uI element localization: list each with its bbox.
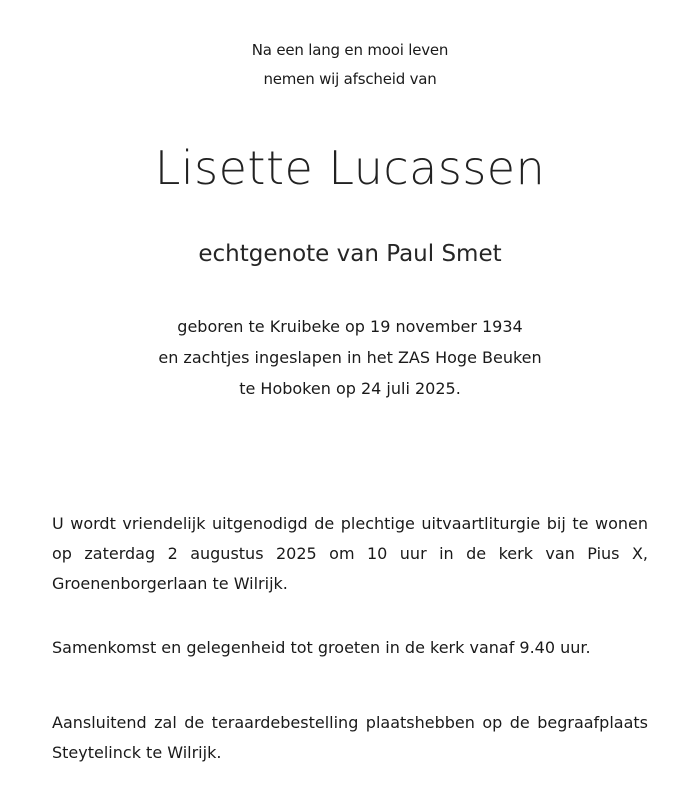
burial-paragraph: Aansluitend zal de teraardebestelling plaatshebben op de begraafplaats Steytelinck te Wilrijk. [52,713,648,762]
death-place-line: te Hoboken op 24 juli 2025. [239,379,461,398]
death-line: en zachtjes ingeslapen in het ZAS Hoge Beuken [158,348,542,367]
intro-line-1: Na een lang en mooi leven [251,41,449,59]
gathering-paragraph: Samenkomst en gelegenheid tot groeten in de kerk vanaf 9.40 uur. [52,638,591,657]
liturgy-paragraph: U wordt vriendelijk uitgenodigd de plechtige uitvaartliturgie bij te wonen op zaterdag 2 augustus 2025 om 10 uur in de kerk van Pius X, Groenenborgerlaan te Wilrijk. [52,514,648,593]
intro-text [0,36,700,94]
birth-death-details [0,311,700,404]
spouse-relation: echtgenote van Paul Smet [198,241,502,267]
intro-line-2: nemen wij afscheid van [263,70,437,88]
birth-line: geboren te Kruibeke op 19 november 1934 [177,317,523,336]
deceased-name: Lisette Lucassen [154,141,546,195]
